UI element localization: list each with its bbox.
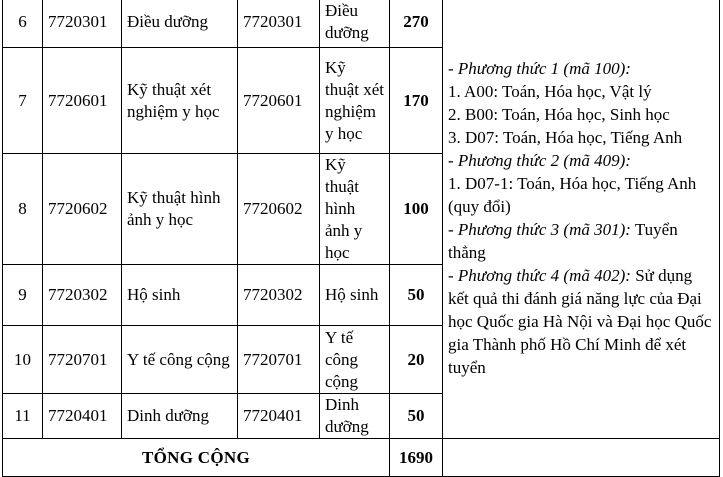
admission-name: Hộ sinh [320, 265, 390, 326]
method-2-combo-d07-1: 1. D07-1: Toán, Hóa học, Tiếng Anh (quy đổi) [448, 173, 697, 216]
row-number: 10 [3, 326, 43, 394]
admission-name: Kỹ thuật hình ảnh y học [320, 154, 390, 265]
major-name: Kỹ thuật xét nghiệm y học [122, 48, 238, 154]
method-4-title: - Phương thức 4 (mã 402): [448, 265, 631, 285]
major-name: Hộ sinh [122, 265, 238, 326]
admission-code: 7720301 [238, 0, 320, 48]
method-1-title: - Phương thức 1 (mã 100): [448, 58, 631, 78]
major-code: 7720602 [43, 154, 122, 265]
major-code: 7720302 [43, 265, 122, 326]
method-4 [448, 264, 714, 379]
major-name: Kỹ thuật hình ảnh y học [122, 154, 238, 265]
major-code: 7720401 [43, 394, 122, 439]
method-3-text: Tuyển thẳng [448, 219, 678, 262]
table-row [3, 0, 720, 48]
admission-code: 7720601 [238, 48, 320, 154]
row-number: 9 [3, 265, 43, 326]
row-number: 7 [3, 48, 43, 154]
row-number: 6 [3, 0, 43, 48]
quota-value: 50 [390, 394, 443, 439]
admission-name: Kỹ thuật xét nghiệm y học [320, 48, 390, 154]
major-code: 7720601 [43, 48, 122, 154]
admission-name: Dinh dưỡng [320, 394, 390, 439]
method-3 [448, 218, 714, 264]
major-name: Dinh dưỡng [122, 394, 238, 439]
major-name: Y tế công cộng [122, 326, 238, 394]
method-3-title: - Phương thức 3 (mã 301): [448, 219, 631, 239]
major-name: Điều dưỡng [122, 0, 238, 48]
admission-code: 7720701 [238, 326, 320, 394]
admission-name: Điều dưỡng [320, 0, 390, 48]
major-code: 7720301 [43, 0, 122, 48]
quota-value: 270 [390, 0, 443, 48]
admission-quota-table [2, 0, 720, 477]
quota-value: 100 [390, 154, 443, 265]
method-2-title: - Phương thức 2 (mã 409): [448, 150, 631, 170]
row-number: 11 [3, 394, 43, 439]
method-1-combo-d07: 3. D07: Toán, Hóa học, Tiếng Anh [448, 127, 683, 147]
row-number: 8 [3, 154, 43, 265]
admission-code: 7720401 [238, 394, 320, 439]
quota-value: 20 [390, 326, 443, 394]
admission-methods-cell [443, 0, 720, 439]
method-1-combo-a00: 1. A00: Toán, Hóa học, Vật lý [448, 81, 652, 101]
total-empty-cell [443, 439, 720, 477]
admission-code: 7720302 [238, 265, 320, 326]
quota-value: 50 [390, 265, 443, 326]
total-value: 1690 [390, 439, 443, 477]
quota-value: 170 [390, 48, 443, 154]
admission-code: 7720602 [238, 154, 320, 265]
method-1-combo-b00: 2. B00: Toán, Hóa học, Sinh học [448, 104, 670, 124]
total-label: TỔNG CỘNG [3, 439, 390, 477]
method-4-text: Sử dụng kết quả thi đánh giá năng lực của Đại học Quốc gia Hà Nội và Đại học Quốc gia Thành phố Hồ Chí Minh để xét tuyển [448, 265, 712, 377]
admission-name: Y tế công cộng [320, 326, 390, 394]
major-code: 7720701 [43, 326, 122, 394]
total-row [3, 439, 720, 477]
